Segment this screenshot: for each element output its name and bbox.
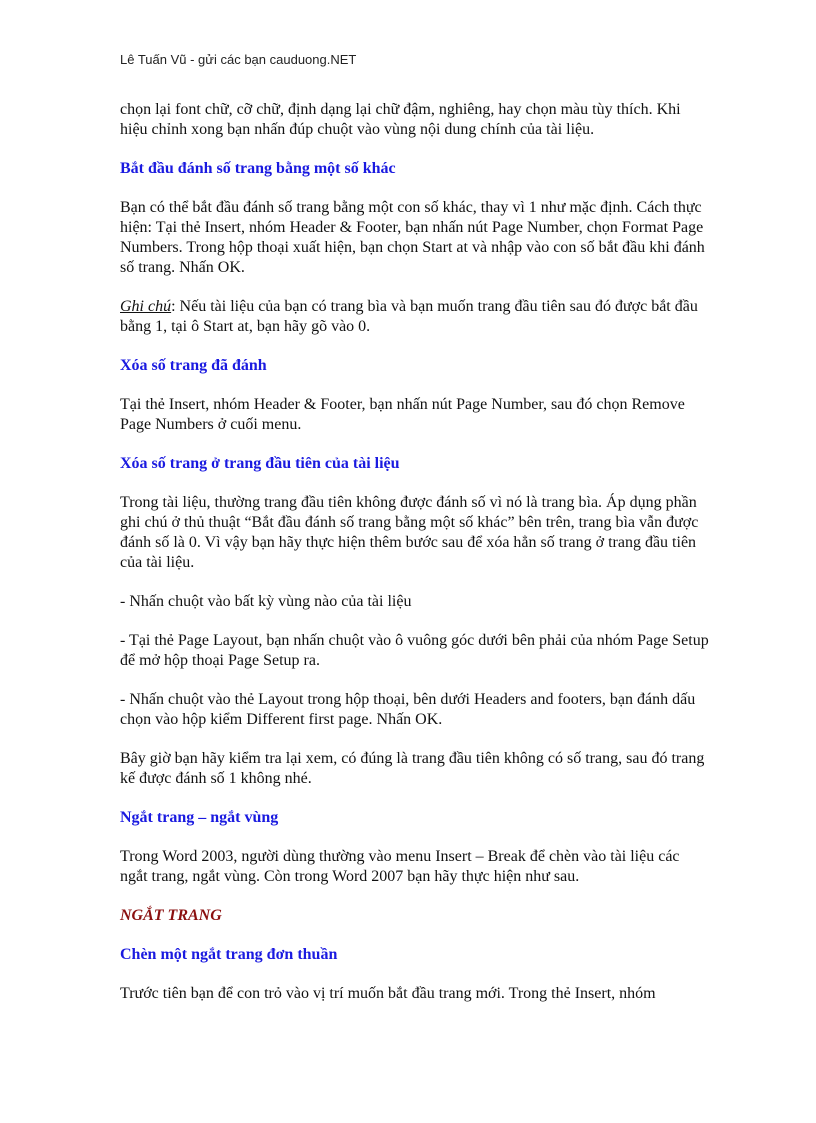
section-heading: Xóa số trang đã đánh (120, 357, 267, 374)
step-item: - Nhấn chuột vào thẻ Layout trong hộp thoại, bên dưới Headers and footers, bạn đánh dấu chọn vào hộp kiểm Different first page. Nhấn OK. (120, 691, 696, 728)
paragraph: Tại thẻ Insert, nhóm Header & Footer, bạn nhấn nút Page Number, sau đó chọn Remove Page Numbers ở cuối menu. (120, 396, 685, 433)
note-text: : Nếu tài liệu của bạn có trang bìa và bạn muốn trang đầu tiên sau đó được bắt đầu bằng 1, tại ô Start at, bạn hãy gõ vào 0. (120, 298, 698, 335)
paragraph: Bây giờ bạn hãy kiểm tra lại xem, có đúng là trang đầu tiên không có số trang, sau đó trang kế được đánh số 1 không nhé. (120, 750, 705, 787)
running-header: Lê Tuấn Vũ - gửi các bạn cauduong.NET (120, 52, 357, 67)
note-label: Ghi chú (120, 298, 172, 315)
document-body (120, 100, 710, 1023)
step-item: - Nhấn chuột vào bất kỳ vùng nào của tài liệu (120, 593, 412, 610)
paragraph: Bạn có thể bắt đầu đánh số trang bằng một con số khác, thay vì 1 như mặc định. Cách thực hiện: Tại thẻ Insert, nhóm Header & Footer, bạn nhấn nút Page Number, chọn Format Page Numbers. Trong hộp thoại xuất hiện, bạn chọn Start at và nhập vào con số bắt đầu khi đánh số trang. Nhấn OK. (120, 199, 705, 276)
section-heading: Bắt đầu đánh số trang bằng một số khác (120, 160, 396, 177)
section-heading: Xóa số trang ở trang đầu tiên của tài liệu (120, 455, 400, 472)
paragraph: Trước tiên bạn để con trỏ vào vị trí muốn bắt đầu trang mới. Trong thẻ Insert, nhóm (120, 985, 656, 1002)
paragraph: Trong tài liệu, thường trang đầu tiên không được đánh số vì nó là trang bìa. Áp dụng phần ghi chú ở thủ thuật “Bắt đầu đánh số trang bằng một số khác” bên trên, trang bìa vẫn được đánh số là 0. Vì vậy bạn hãy thực hiện thêm bước sau để xóa hẳn số trang ở trang đầu tiên của tài liệu. (120, 494, 699, 571)
step-item: - Tại thẻ Page Layout, bạn nhấn chuột vào ô vuông góc dưới bên phải của nhóm Page Setup để mở hộp thoại Page Setup ra. (120, 632, 709, 669)
paragraph: Trong Word 2003, người dùng thường vào menu Insert – Break để chèn vào tài liệu các ngắt trang, ngắt vùng. Còn trong Word 2007 bạn hãy thực hiện như sau. (120, 848, 680, 885)
paragraph: chọn lại font chữ, cỡ chữ, định dạng lại chữ đậm, nghiêng, hay chọn màu tùy thích. Khi hiệu chỉnh xong bạn nhấn đúp chuột vào vùng nội dung chính của tài liệu. (120, 101, 681, 138)
section-heading: Ngắt trang – ngắt vùng (120, 809, 279, 826)
note-paragraph (120, 297, 710, 337)
section-heading: Chèn một ngắt trang đơn thuần (120, 946, 338, 963)
subsection-heading: NGẮT TRANG (120, 907, 222, 924)
